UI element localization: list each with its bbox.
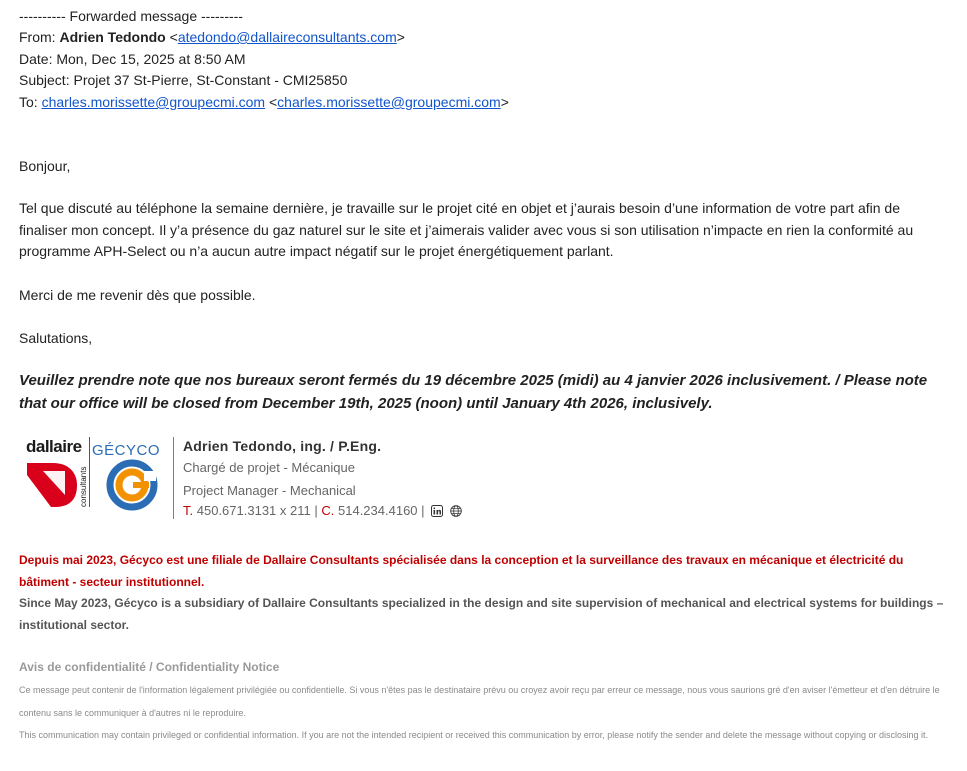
body-paragraph: Tel que discuté au téléphone la semaine dernière, je travaille sur le projet cité en objet et j’aurais besoin d’une information de votre part afin de finaliser mon concept. Il y’a présence du gaz naturel sur le site et j’aimerais valider avec vous si son utilisation n’impacte en rien la conformité au programme APH-Select ou n’a aucun autre impact négatif sur le projet énergétiquement parlant. [19,200,914,259]
to-email-link-bracketed[interactable]: charles.morissette@groupecmi.com [277,94,501,110]
from-email-link[interactable]: atedondo@dallaireconsultants.com [177,29,397,45]
from-label: From: [19,29,56,45]
confidentiality-en: This communication may contain privileged or confidential information. If you are not the intended recipient or received this communication by error, please notify the sender and delete the message without copying or disclosing it. [19,730,928,740]
closing-line: Salutations, [19,330,93,346]
subject-value: Projet 37 St-Pierre, St-Constant - CMI25850 [73,72,348,88]
phone-t-value[interactable]: 450.671.3131 x 211 [196,503,311,518]
date-value: Mon, Dec 15, 2025 at 8:50 AM [56,51,246,67]
greeting: Bonjour, [19,158,71,174]
logo-gecyco-text: GÉCYCO [92,442,161,459]
signature-name: Adrien Tedondo, ing. / P.Eng. [183,438,382,454]
to-line: To: charles.morissette@groupecmi.com <charles.morissette@groupecmi.com> [19,94,509,110]
subject-line [19,70,347,90]
to-label: To: [19,94,38,110]
phone-t-label: T. [183,503,194,518]
signature-title-en: Project Manager - Mechanical [183,483,356,498]
logo-dallaire-text: dallaire [26,437,82,456]
from-line: From: Adrien Tedondo <atedondo@dallaireconsultants.com> [19,29,405,45]
office-closure-notice: Veuillez prendre note que nos bureaux seront fermés du 19 décembre 2025 (midi) au 4 janvier 2026 inclusivement. / Please note that our office will be closed from December 19th, 2025 (noon) until January 4th 2026, inclusively. [19,372,928,412]
phone-separator: | [314,503,318,518]
date-line [19,49,245,69]
request-line: Merci de me revenir dès que possible. [19,287,256,303]
icon-separator: | [421,503,425,518]
linkedin-icon[interactable] [431,505,443,517]
forwarded-line: ---------- Forwarded message --------- [19,8,243,24]
subject-label: Subject: [19,72,70,88]
date-label: Date: [19,51,53,67]
signature-divider [173,437,174,519]
from-name: Adrien Tedondo [59,29,166,45]
globe-icon[interactable] [450,505,462,517]
dallaire-gecyco-logo [25,435,171,511]
to-email-link[interactable]: charles.morissette@groupecmi.com [41,94,266,110]
signature-phones [183,500,462,522]
confidentiality-title: Avis de confidentialité / Confidentiality Notice [19,660,280,674]
logo-consultants-text: consultants [79,466,88,507]
subsidiary-info-en: Since May 2023, Gécyco is a subsidiary of Dallaire Consultants specialized in the design and site supervision of mechanical and electrical systems for buildings – institutional sector. [19,596,944,632]
subsidiary-info-fr: Depuis mai 2023, Gécyco est une filiale de Dallaire Consultants spécialisée dans la conception et la surveillance des travaux en mécanique et électricité du bâtiment - secteur institutionnel. [19,553,904,589]
phone-c-label: C. [321,503,335,518]
signature-title-fr: Chargé de projet - Mécanique [183,460,355,475]
company-logo [25,435,171,511]
phone-c-value[interactable]: 514.234.4160 [338,503,418,518]
confidentiality-fr: Ce message peut contenir de l'information légalement privilégiée ou confidentielle. Si vous n'êtes pas le destinataire prévu ou croyez avoir reçu par erreur ce message, nous vous saurions gré d'en aviser l'émetteur et d'en détruire le contenu sans le communiquer à d'autres ni le reproduire. [19,685,940,718]
